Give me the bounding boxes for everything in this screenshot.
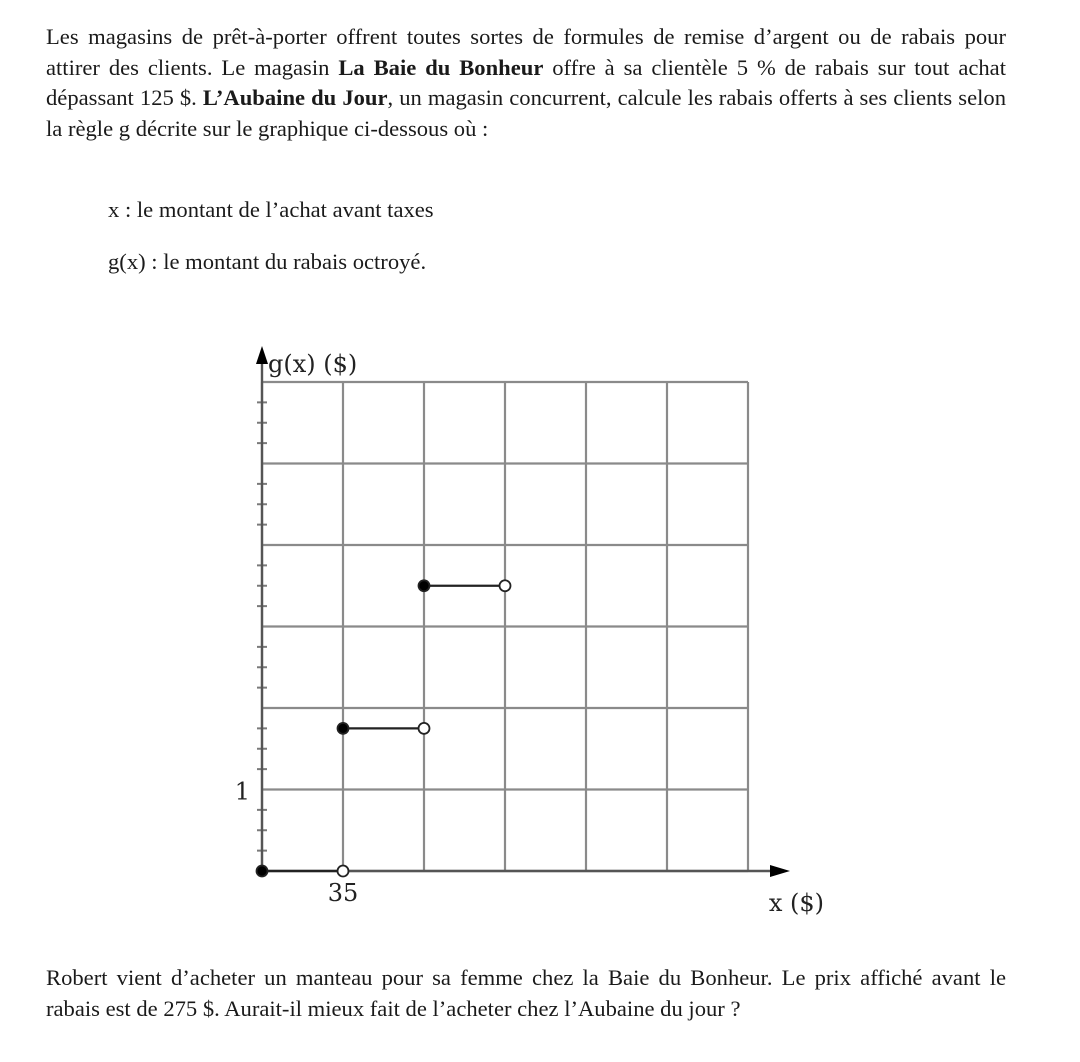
x-tick-label: 35 (327, 879, 359, 907)
closed-endpoint (338, 723, 349, 734)
y-axis-label: g(x) ($) (268, 350, 358, 378)
open-endpoint (338, 866, 349, 877)
step-segments (257, 580, 511, 876)
grid (262, 382, 748, 871)
x-axis-label: x ($) (768, 889, 824, 917)
open-endpoint (419, 723, 430, 734)
store-name: L’Aubaine du Jour (202, 85, 388, 111)
definition-g: g(x) : le montant du rabais octroyé. (108, 249, 427, 274)
closed-endpoint (257, 866, 268, 877)
open-endpoint (500, 580, 511, 591)
question-paragraph: Robert vient d’acheter un manteau pour sa femme chez la Baie du Bonheur. Le prix affiché avant le rabais est de 275 $. Aurait-il mieux fait de l’acheter chez l’Aubaine du jour ? (46, 965, 1006, 1021)
closed-endpoint (419, 580, 430, 591)
axes (256, 346, 790, 877)
intro-text: Les magasins de prêt-à-porter offrent toutes sortes de formules de remise d’argent ou de rabais pour attirer des clients. Le magasin (46, 24, 1006, 80)
y-axis-arrow-icon (256, 346, 268, 364)
definition-x: x : le montant de l’achat avant taxes (108, 197, 434, 222)
x-axis-arrow-icon (770, 865, 790, 877)
y-tick-label: 1 (234, 777, 250, 806)
intro-text: , un magasin concurrent, calcule les rabais offerts à ses clients selon la règle g décrite sur le graphique ci-dessous où : (46, 85, 1006, 142)
axis-labels (235, 350, 824, 917)
intro-text: offre à sa clientèle 5 % de rabais sur tout achat dépassant 125 $. (46, 54, 1006, 111)
store-name: La Baie du Bonheur (338, 54, 544, 80)
